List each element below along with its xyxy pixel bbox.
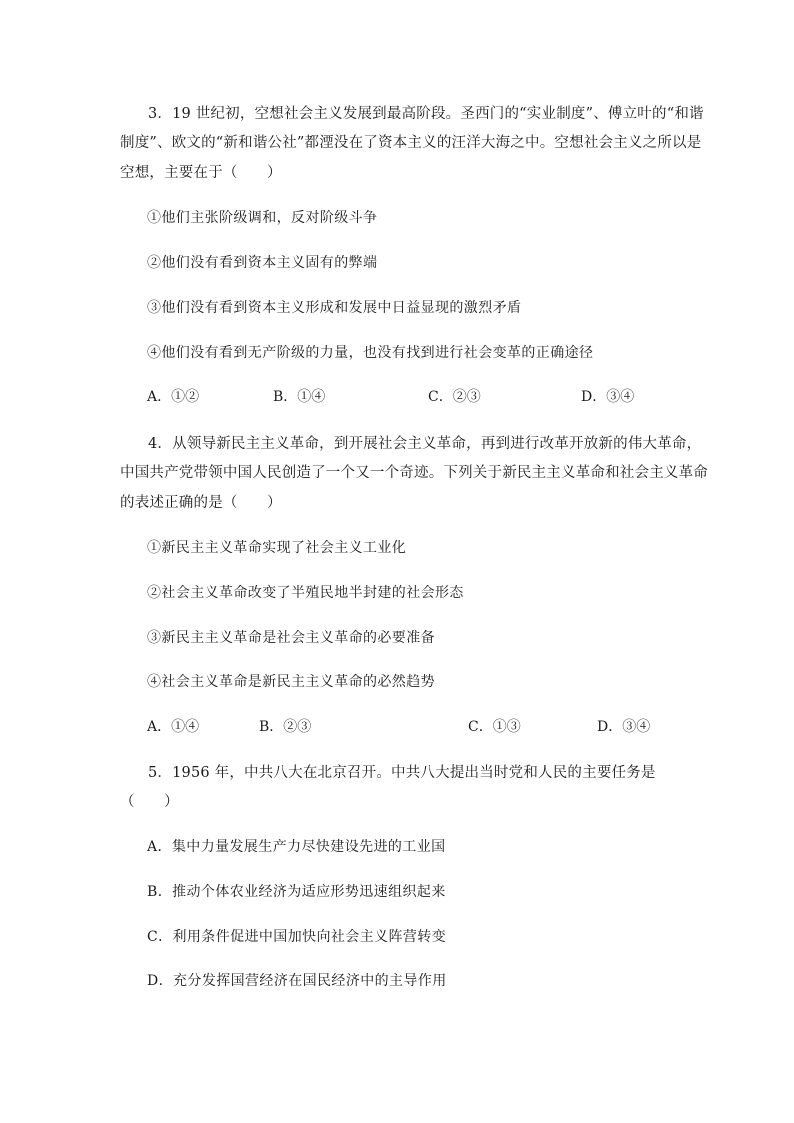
question-3-choice-c[interactable]: C．②③: [428, 389, 481, 405]
question-4-choice-c[interactable]: C．①③: [468, 719, 521, 735]
question-4-choice-b[interactable]: B．②③: [259, 719, 312, 735]
question-5-choice-d[interactable]: D．充分发挥国营经济在国民经济中的主导作用: [147, 973, 447, 989]
question-3-statement-2: ②他们没有看到资本主义固有的弊端: [147, 255, 378, 271]
question-3-stem-line-2: 制度”、欧文的“新和谐公社”都湮没在了资本主义的汪洋大海之中。空想社会主义之所以是: [120, 135, 702, 151]
question-3-statement-1: ①他们主张阶级调和，反对阶级斗争: [147, 210, 378, 226]
question-5-choice-c[interactable]: C．利用条件促进中国加快向社会主义阵营转变: [147, 929, 447, 945]
question-5-stem-line-2: （ ）: [120, 794, 179, 810]
question-3-choice-a[interactable]: A．①②: [147, 389, 200, 405]
question-4-stem-line-2: 中国共产党带领中国人民创造了一个又一个奇迹。下列关于新民主主义革命和社会主义革命: [120, 465, 708, 481]
question-4-statement-3: ③新民主主义革命是社会主义革命的必要准备: [147, 630, 435, 646]
question-4-statement-2: ②社会主义革命改变了半殖民地半封建的社会形态: [147, 585, 464, 601]
question-4-stem-line-3: 的表述正确的是（ ）: [120, 495, 282, 511]
question-3-statement-4: ④他们没有看到无产阶级的力量，也没有找到进行社会变革的正确途径: [147, 345, 594, 361]
question-4-choice-d[interactable]: D．③④: [597, 719, 651, 735]
question-3-statement-3: ③他们没有看到资本主义形成和发展中日益显现的激烈矛盾: [147, 300, 522, 316]
question-5-choice-a[interactable]: A．集中力量发展生产力尽快建设先进的工业国: [147, 839, 446, 855]
question-4-choice-a[interactable]: A．①④: [147, 719, 200, 735]
question-3-stem-line-3: 空想，主要在于（ ）: [120, 165, 282, 181]
question-5-choice-b[interactable]: B．推动个体农业经济为适应形势迅速组织起来: [147, 884, 446, 900]
question-3-choice-b[interactable]: B．①④: [273, 389, 326, 405]
question-5-stem-line-1: 5．1956 年，中共八大在北京召开。中共八大提出当时党和人民的主要任务是: [148, 765, 656, 781]
question-4-stem-line-1: 4．从领导新民主主义革命，到开展社会主义革命，再到进行改革开放新的伟大革命，: [148, 436, 702, 452]
question-4-statement-1: ①新民主主义革命实现了社会主义工业化: [147, 540, 407, 556]
question-3-choice-d[interactable]: D．③④: [581, 389, 635, 405]
question-3-stem-line-1: 3．19 世纪初，空想社会主义发展到最高阶段。圣西门的“实业制度”、傅立叶的“和谐: [148, 106, 704, 122]
question-4-statement-4: ④社会主义革命是新民主主义革命的必然趋势: [147, 674, 435, 690]
